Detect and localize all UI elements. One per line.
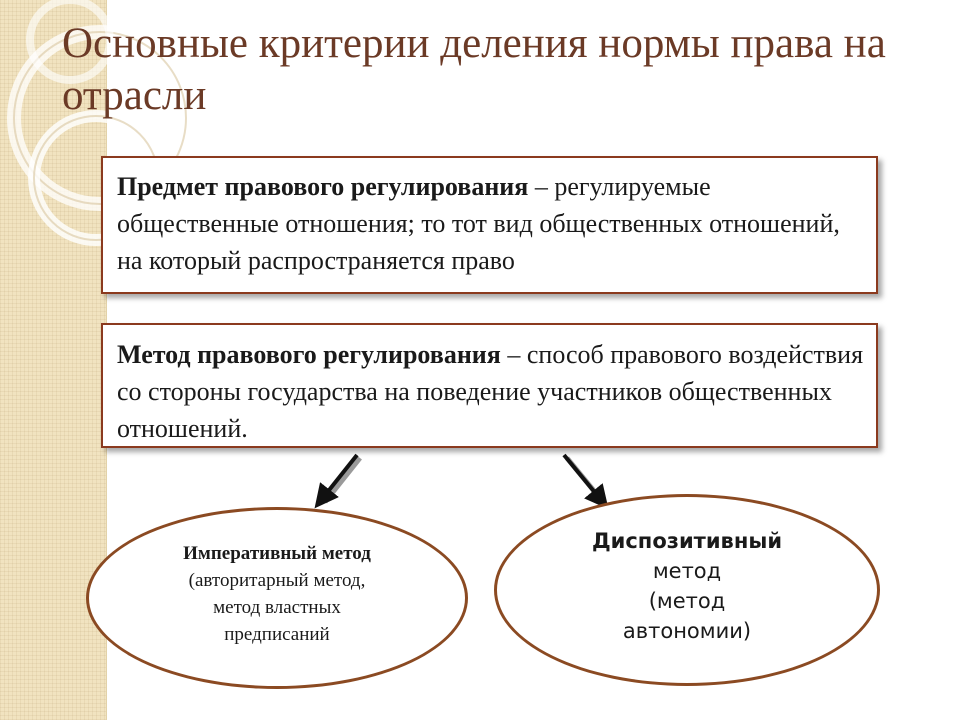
dispositive-line-2: (метод [648,589,726,613]
imperative-line-2: метод властных [213,597,341,618]
method-definition-box [101,323,878,448]
subject-definition: – регулируемые общественные отношения; то тот вид общественных отношений, на который распространяется право [117,172,840,275]
imperative-heading: Императивный метод [183,543,371,564]
dispositive-line-1: метод [652,559,722,583]
slide-title: Основные критерии деления нормы права на отрасли [62,20,886,119]
method-definition: – способ правового воздействия со стороны государства на поведение участников общественных отношений. [117,340,864,443]
arrow-to-imperative [322,455,360,502]
subject-term: Предмет правового регулирования [117,172,529,201]
imperative-method-oval [86,507,468,689]
subject-definition-box [101,156,878,294]
method-term: Метод правового регулирования [117,340,501,369]
dispositive-line-3: автономии) [622,619,752,643]
imperative-line-1: (авторитарный метод, [188,570,366,591]
imperative-line-3: предписаний [224,624,330,645]
dispositive-method-oval [494,494,880,686]
dispositive-heading: Диспозитивный [591,529,783,553]
arrow-to-dispositive [564,455,604,503]
